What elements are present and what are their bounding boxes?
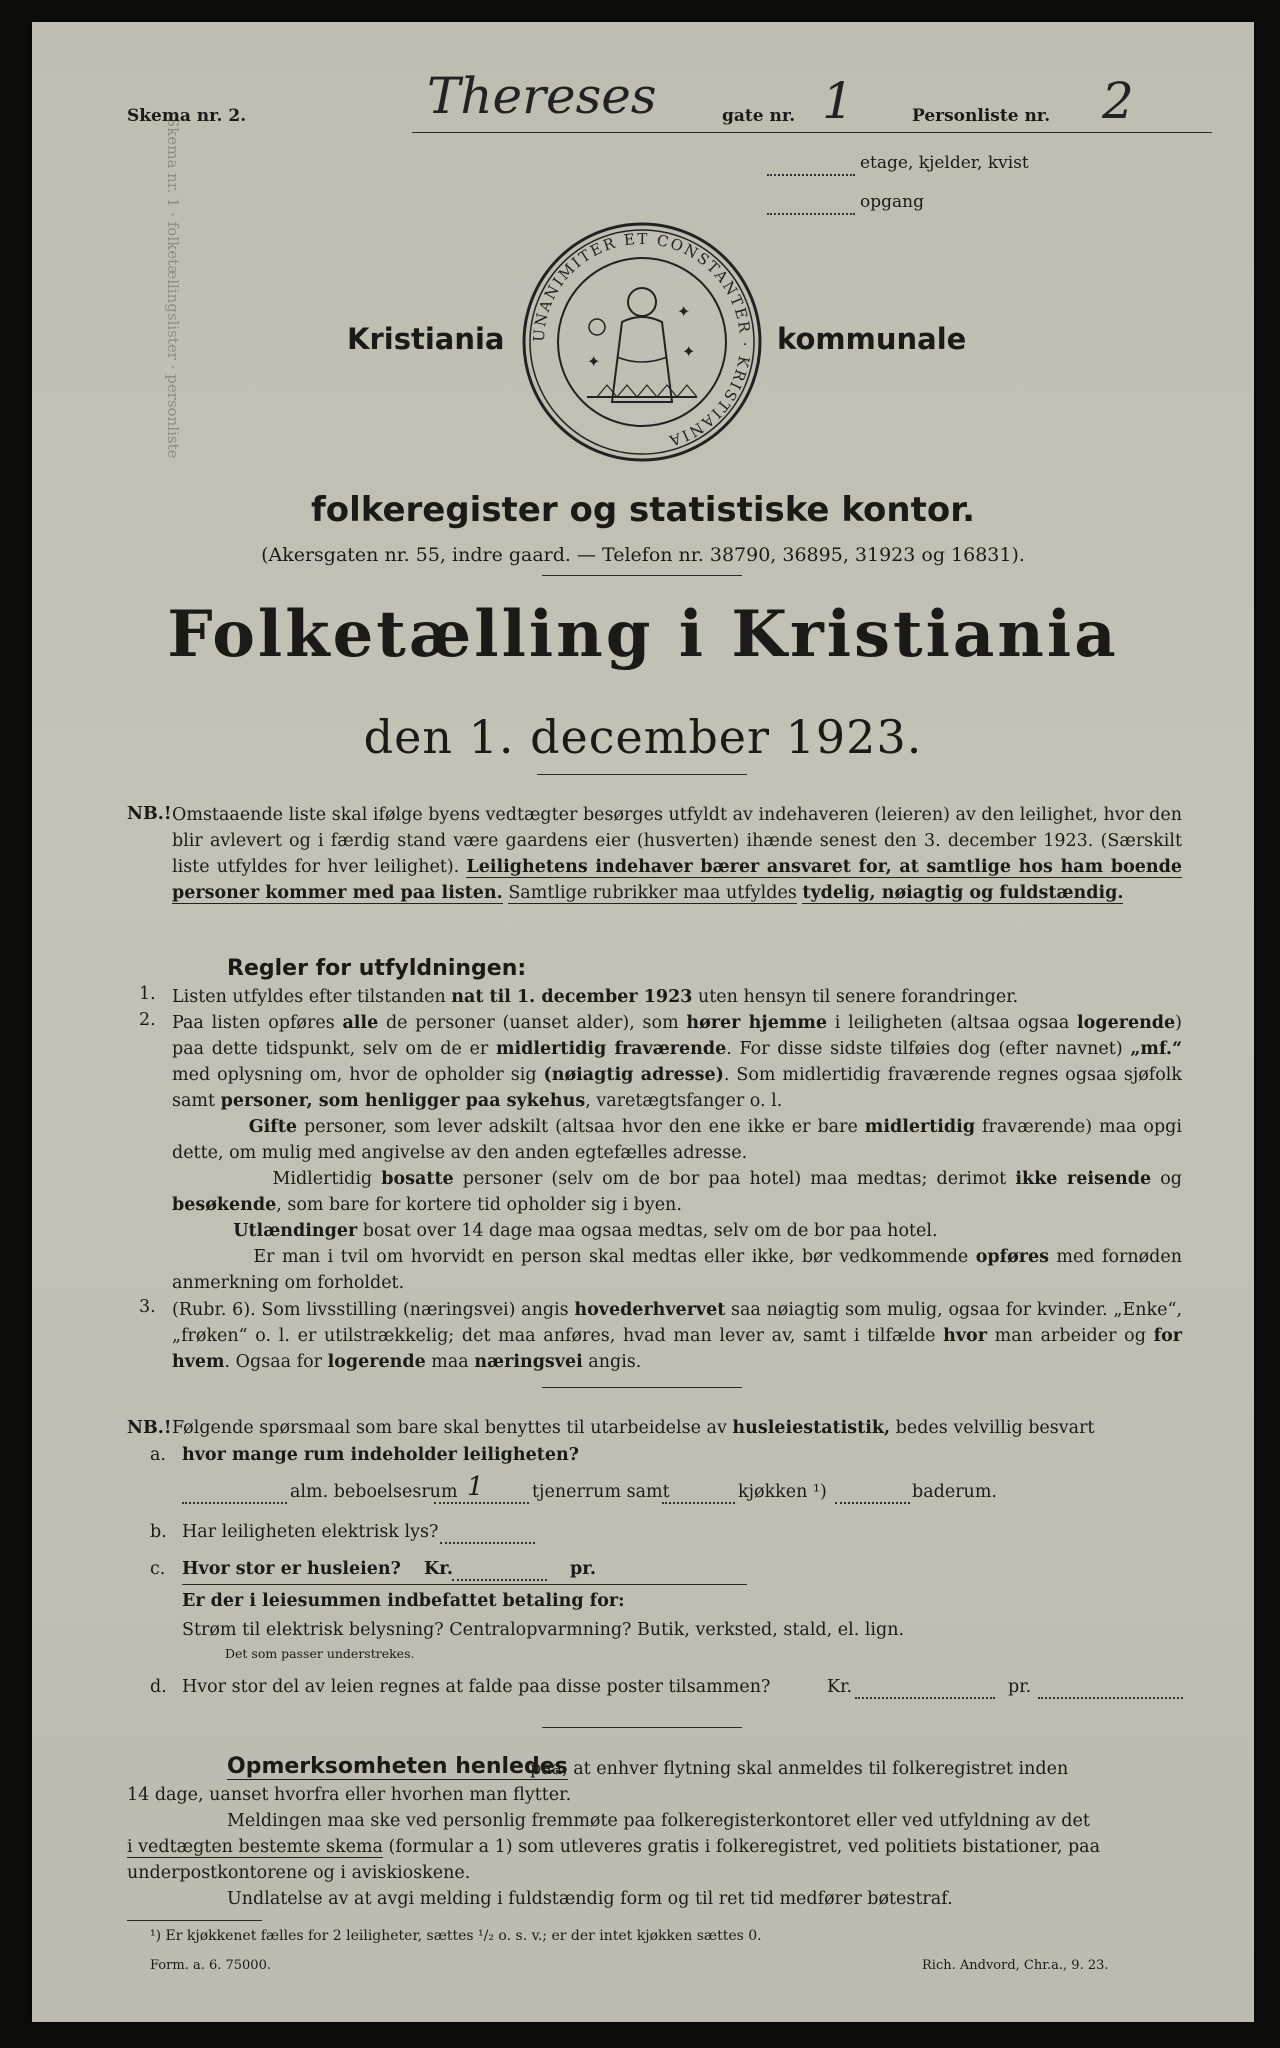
personliste-label: Personliste nr. (912, 106, 1051, 126)
notice-text-2: Meldingen maa ske ved personlig fremmøte paa folkeregisterkontoret eller ved utfyldning av det (227, 1811, 1090, 1831)
question-a-text: hvor mange rum indeholder leiligheten? (182, 1445, 579, 1465)
divider (542, 1727, 742, 1728)
kommunale-word: kommunale (777, 322, 967, 356)
rent-pr-label: pr. (570, 1559, 596, 1579)
question-a-label: a. (150, 1445, 166, 1465)
gate-handwritten: 1 (822, 72, 854, 130)
nb1-text2: Samtlige rubrikker maa utfyldes (508, 883, 797, 903)
notice-heading: Opmerksomheten henledes (227, 1754, 568, 1779)
census-date: den 1. december 1923. (363, 710, 923, 764)
opgang-field[interactable] (767, 213, 855, 215)
notice-text-3: Undlatelse av at avgi melding i fuldstændig form og til ret tid medfører bøtestraf. (227, 1889, 953, 1909)
footnote: ¹) Er kjøkkenet fælles for 2 leiligheter, sættes ¹/₂ o. s. v.; er der intet kjøkken sættes 0. (150, 1928, 762, 1944)
rule-number: 1. (139, 984, 156, 1004)
svg-text:✦: ✦ (677, 302, 691, 321)
question-b-label: b. (150, 1522, 167, 1542)
share-kr-field[interactable] (855, 1697, 995, 1699)
form-number: Form. a. 6. 75000. (150, 1958, 271, 1973)
notice-skema-underlined: i vedtægten bestemte skema (127, 1837, 383, 1857)
question-c-text: Hvor stor er husleien? (182, 1559, 401, 1579)
svg-text:✦: ✦ (682, 342, 696, 361)
kristiania-word: Kristiania (347, 322, 505, 356)
question-b-text: Har leiligheten elektrisk lys? (182, 1522, 439, 1542)
nb2-intro (172, 1418, 1182, 1438)
rules-heading: Regler for utfyldningen: (227, 956, 527, 981)
census-title: Folketælling i Kristiania (167, 597, 1119, 672)
question-c-sub: Er der i leiesummen indbefattet betaling for: (182, 1591, 625, 1611)
printer-imprint: Rich. Andvord, Chr.a., 9. 23. (922, 1958, 1109, 1973)
rooms-label-1: alm. beboelsesrum (290, 1482, 458, 1502)
tjenerrum-field[interactable] (434, 1502, 529, 1504)
nb1-bold2: tydelig, nøiagtig og fuldstændig. (802, 883, 1124, 903)
share-kr-label: Kr. (827, 1677, 853, 1697)
kjokken-field[interactable] (662, 1502, 735, 1504)
nb-label: NB.! (127, 804, 172, 824)
rooms-label-2: tjenerrum samt (532, 1482, 670, 1502)
rent-kr-label: Kr. (424, 1559, 453, 1579)
etage-field[interactable] (767, 174, 855, 176)
etage-label: etage, kjelder, kvist (860, 153, 1029, 173)
nb1-paragraph (172, 802, 1182, 906)
rule-number: 2. (139, 1010, 156, 1030)
beboelsesrum-field[interactable] (182, 1502, 287, 1504)
question-d-text: Hvor stor del av leien regnes at falde paa disse poster tilsammen? (182, 1677, 771, 1697)
rooms-label-3: kjøkken ¹) (738, 1482, 827, 1502)
opgang-label: opgang (860, 192, 924, 212)
svg-text:UNANIMITER ET CONSTANTER · KRI: UNANIMITER ET CONSTANTER · KRISTIANIA (529, 229, 755, 451)
gate-label: gate nr. (722, 106, 796, 126)
tjenerrum-handwritten: 1 (467, 1472, 484, 1502)
nb1-text: Omstaaende liste skal ifølge byens vedtægter besørges utfyldt av indehaveren (leieren) av den leilighet, hvor den blir avlevert og i færdig stand være gaardens eier (husverten) ihænde senest den 3. december 1923. (Særskilt liste utfyldes for hver leilighet). (172, 805, 1182, 877)
rule-number: 3. (139, 1297, 156, 1317)
question-c-note: Det som passer understrekes. (225, 1646, 415, 1661)
nb2-intro-end: bedes velvillig besvart (895, 1418, 1095, 1438)
rooms-label-4: baderum. (912, 1482, 997, 1502)
footnote-divider (127, 1920, 262, 1921)
share-pr-label: pr. (1008, 1677, 1032, 1697)
rule-text: (Rubr. 6). Som livsstilling (næringsvei) angis hovederhvervet saa nøiagtig som mulig, ogsaa for kvinder. „Enke“, „frøken“ o. l. er utilstrækkelig; det maa anføres, hvad man lever av, samt i tilfælde hvor man arbeider og for hvem. Ogsaa for logerende maa næringsvei angis. (172, 1300, 1183, 1372)
census-form-page (32, 22, 1254, 2022)
divider (537, 774, 747, 775)
personliste-handwritten: 2 (1102, 72, 1134, 130)
notice-text-1: paa, at enhver flytning skal anmeldes til folkeregistret inden (530, 1759, 1069, 1779)
share-pr-field[interactable] (1038, 1697, 1183, 1699)
question-d-label: d. (150, 1677, 167, 1697)
divider (542, 1387, 742, 1388)
svg-text:✦: ✦ (587, 352, 601, 371)
street-handwritten: Thereses (427, 67, 657, 125)
elektrisk-lys-field[interactable] (440, 1542, 535, 1544)
notice-text-2b: (formular a 1) som utleveres gratis i folkeregistret, ved politiets bistationer, paa (388, 1837, 1101, 1857)
rent-kr-field[interactable] (452, 1579, 547, 1581)
rule-text: Paa listen opføres alle de personer (uanset alder), som hører hjemme i leiligheten (altsaa ogsaa logerende) paa dette tidspunkt, selv om de er midlertidig fraværende. For disse sidste tilføies dog (efter navnet) „mf.“ med oplysning om, hvor de opholder sig (nøiagtig adresse). Som midlertidig fraværende regnes ogsaa sjøfolk samt personer, som henligger paa sykehus, varetægtsfanger o. l. Gifte personer, som lever adskilt (altsaa hvor den ene ikke er bare midlertidig fraværende) maa opgi dette, om mulig med angivelse av den anden egtefælles adresse. Midlertidig bosatte personer (selv om de bor paa hotel) maa medtas; derimot ikke reisende og besøkende, som bare for kortere tid opholder sig i byen. Utlændinger bosat over 14 dage maa ogsaa medtas, selv om de bor paa hotel. Er man i tvil om hvorvidt en person skal medtas eller ikke, bør vedkommende opføres med fornøden anmerkning om forholdet. (172, 1013, 1183, 1293)
nb2-intro-bold: husleiestatistik, (732, 1418, 891, 1438)
baderum-field[interactable] (835, 1502, 910, 1504)
office-name: folkeregister og statistiske kontor. (310, 490, 976, 530)
city-seal-icon (517, 217, 767, 467)
nb2-label: NB.! (127, 1418, 172, 1438)
nb2-intro-text: Følgende spørsmaal som bare skal benyttes til utarbeidelse av (172, 1418, 727, 1438)
notice-text-2b-wrap (127, 1837, 1100, 1857)
question-c-label: c. (150, 1559, 166, 1579)
notice-text-1b: 14 dage, uanset hvorfra eller hvorhen man flytter. (127, 1785, 572, 1805)
header-underline (412, 132, 1212, 133)
rule-text: Listen utfyldes efter tilstanden nat til 1. december 1923 uten hensyn til senere forandringer. (172, 987, 1019, 1007)
notice-text-2c: underpostkontorene og i aviskioskene. (127, 1863, 471, 1883)
rent-underline (182, 1584, 747, 1585)
skema-label: Skema nr. 2. (127, 106, 247, 126)
question-c-items: Strøm til elektrisk belysning? Centralopvarmning? Butik, verksted, stald, el. lign. (182, 1620, 905, 1640)
divider (542, 575, 742, 576)
show-through-text: Skema nr. 1 · folketællingslister · personliste (164, 117, 182, 459)
nb1-bold: Leilighetens indehaver bærer ansvaret for, at samtlige hos ham boende personer kommer med paa listen. (172, 857, 1182, 903)
office-address: (Akersgaten nr. 55, indre gaard. — Telefon nr. 38790, 36895, 31923 og 16831). (261, 544, 1025, 566)
